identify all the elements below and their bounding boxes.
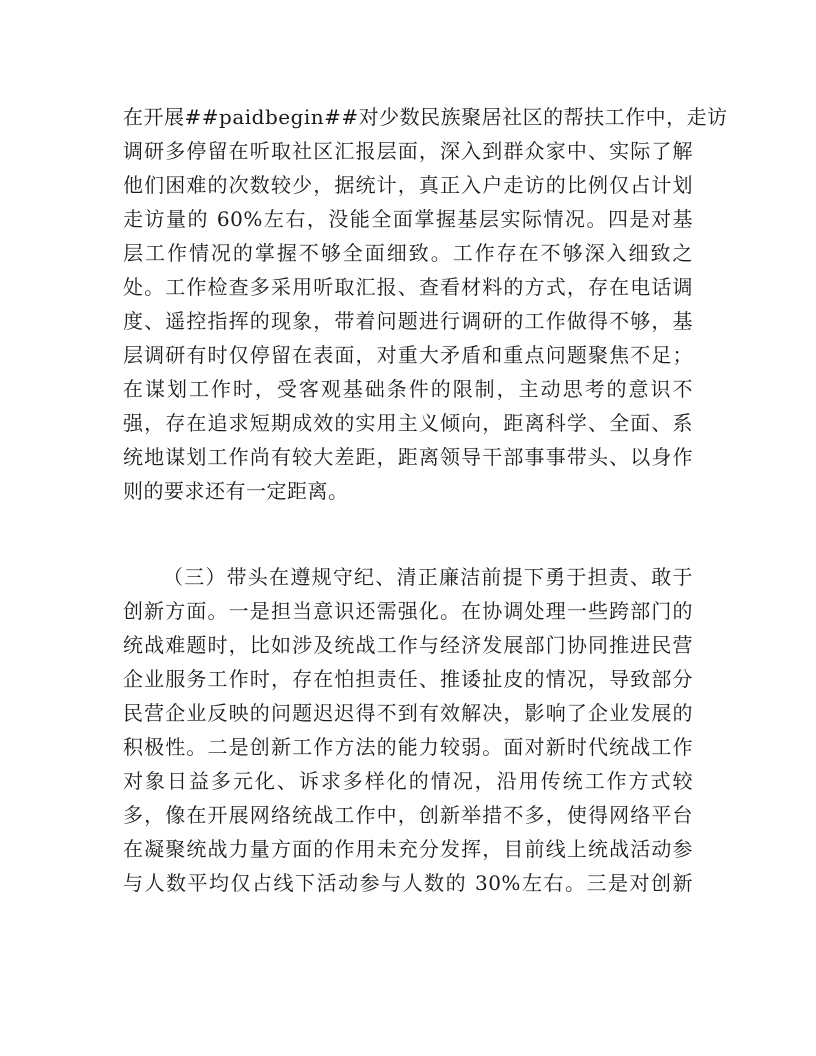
text-line: 层调研有时仅停留在表面，对重大矛盾和重点问题聚焦不足； [123, 343, 693, 367]
text-line: 在谋划工作时，受客观基础条件的限制，主动思考的意识不 [123, 377, 693, 401]
text-line: 企业服务工作时，存在怕担责任、推诿扯皮的情况，导致部分 [123, 667, 693, 691]
text-line: 在开展##paidbegin##对少数民族聚居社区的帮扶工作中，走访 [123, 105, 728, 129]
text-line: 统战难题时，比如涉及统战工作与经济发展部门协同推进民营 [123, 633, 693, 657]
text-line: 他们困难的次数较少，据统计，真正入户走访的比例仅占计划 [123, 173, 693, 197]
paragraph-2 [123, 560, 693, 900]
text-line: 强，存在追求短期成效的实用主义倾向，距离科学、全面、系 [123, 411, 693, 435]
paragraph-1 [123, 100, 728, 508]
text-line: 层工作情况的掌握不够全面细致。工作存在不够深入细致之 [123, 241, 693, 265]
text-line: 与人数平均仅占线下活动参与人数的 30%左右。三是对创新 [123, 871, 693, 895]
text-line: 则的要求还有一定距离。 [123, 479, 349, 503]
text-line: 处。工作检查多采用听取汇报、查看材料的方式，存在电话调 [123, 275, 693, 299]
text-line: 在凝聚统战力量方面的作用未充分发挥，目前线上统战活动参 [123, 837, 693, 861]
text-line: 多，像在开展网络统战工作中，创新举措不多，使得网络平台 [123, 803, 693, 827]
text-line: 创新方面。一是担当意识还需强化。在协调处理一些跨部门的 [123, 599, 693, 623]
text-line: 民营企业反映的问题迟迟得不到有效解决，影响了企业发展的 [123, 701, 693, 725]
text-line: 调研多停留在听取社区汇报层面，深入到群众家中、实际了解 [123, 139, 693, 163]
text-line: （三）带头在遵规守纪、清正廉洁前提下勇于担责、敢于 [163, 565, 693, 589]
text-line: 积极性。二是创新工作方法的能力较弱。面对新时代统战工作 [123, 735, 693, 759]
text-line: 度、遥控指挥的现象，带着问题进行调研的工作做得不够，基 [123, 309, 693, 333]
text-line: 统地谋划工作尚有较大差距，距离领导干部事事带头、以身作 [123, 445, 693, 469]
text-line: 走访量的 60%左右，没能全面掌握基层实际情况。四是对基 [123, 207, 693, 231]
text-line: 对象日益多元化、诉求多样化的情况，沿用传统工作方式较 [123, 769, 693, 793]
